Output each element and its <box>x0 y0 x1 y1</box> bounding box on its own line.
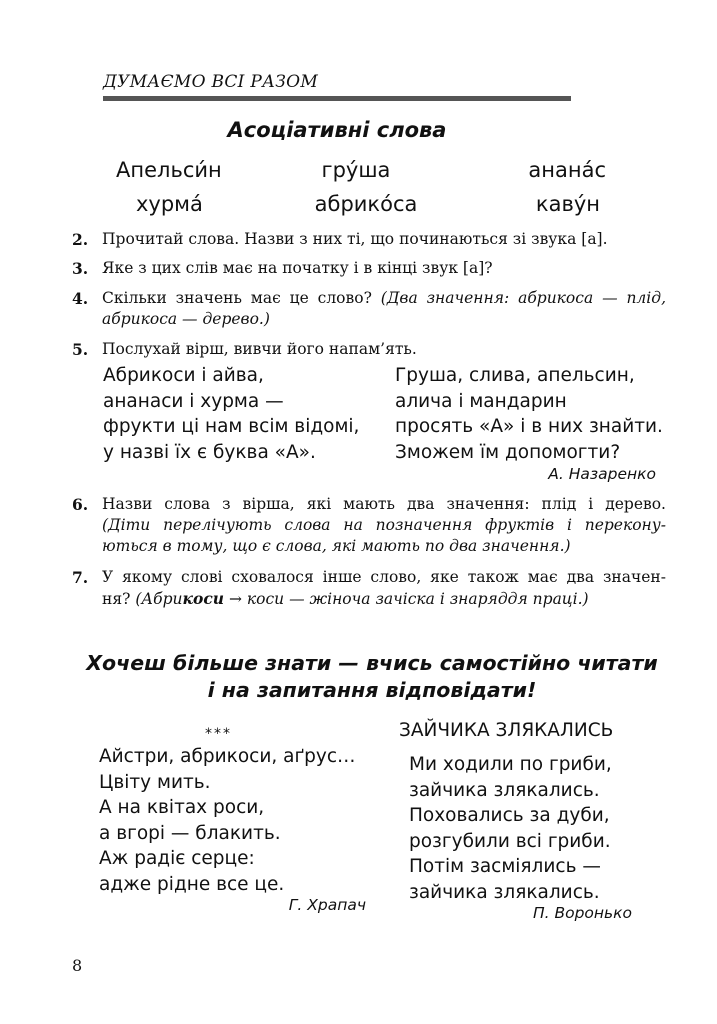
task-text: Послухай вірш, вивчи його напам’ять. <box>102 340 417 358</box>
poem-line: розгубили всі гриби. <box>409 830 611 852</box>
task-answer-note: (Два значення: абрикоса — плід, <box>380 289 667 307</box>
task-4 <box>72 288 672 332</box>
task-text: ня? <box>102 590 131 608</box>
poem-line: Цвіту мить. <box>99 771 211 793</box>
task-answer-note: ються в тому, що є слова, які мають по два значення.) <box>102 537 571 555</box>
header-rule <box>103 96 571 101</box>
word-abrykosa: абрико́са <box>314 192 418 216</box>
word-ananas: анана́с <box>528 158 606 182</box>
note-part: (Абри <box>135 590 183 608</box>
task-line <box>102 288 666 309</box>
poem-line: зайчика злякались. <box>409 881 600 903</box>
poem-line: Зможем їм допомогти? <box>395 441 621 463</box>
associative-words-title: Асоціативні слова <box>227 118 447 142</box>
poem-line: А на квітах роси, <box>99 797 265 818</box>
poem-line: адже рідне все це. <box>99 873 285 895</box>
task-number: 7. <box>72 568 89 587</box>
task-text: Скільки значень має це слово? <box>102 289 372 307</box>
task-number: 4. <box>72 289 89 308</box>
poem-line: Ми ходили по гриби, <box>409 754 612 775</box>
poem-line: фрукти ці нам всім відомі, <box>103 416 360 437</box>
note-highlight: коси <box>182 589 225 608</box>
title-line: і на запитання відповідати! <box>207 678 537 702</box>
task-number: 2. <box>72 230 89 249</box>
poem-line: зайчика злякались. <box>409 779 600 801</box>
title-line: Хочеш більше знати — вчись самостійно читати <box>86 651 658 675</box>
poem-author: П. Воронько <box>532 904 632 922</box>
task-3 <box>72 258 672 280</box>
poem-voronko <box>409 752 679 905</box>
poem-line: а вгорі — блакить. <box>99 822 281 844</box>
poem-left-stanza <box>103 363 393 465</box>
poem-stars: *** <box>205 726 232 742</box>
task-number: 6. <box>72 495 89 514</box>
task-line: У якому слові сховалося інше слово, яке також має два значен- <box>102 568 666 586</box>
poem-author: Г. Храпач <box>288 896 366 914</box>
task-5 <box>72 339 672 361</box>
section-header: ДУМАЄМО ВСІ РАЗОМ <box>103 72 319 92</box>
task-7 <box>72 567 672 611</box>
word-khurma: хурма́ <box>136 192 203 216</box>
poem-line: Абрикоси і айва, <box>103 365 264 386</box>
note-part: → коси — жіноча зачіска і знаряддя праці.) <box>229 590 589 608</box>
poem-line: просять «А» і в них знайти. <box>395 416 663 437</box>
task-text: Яке з цих слів має на початку і в кінці звук [а]? <box>102 259 493 277</box>
poem-line: Поховались за дуби, <box>409 805 610 826</box>
poem-line: алича і мандарин <box>395 390 567 412</box>
poem-line: Груша, слива, апельсин, <box>395 365 635 386</box>
poem-line: Айстри, абрикоси, аґрус… <box>99 746 356 767</box>
task-line <box>102 588 666 610</box>
word-grusha: гру́ша <box>321 158 391 182</box>
word-apelsyn: Апельси́н <box>116 158 222 182</box>
task-2 <box>72 229 672 251</box>
task-text: Прочитай слова. Назви з них ті, що починаються зі звука [а]. <box>102 230 608 248</box>
poem-line: Потім засміялись — <box>409 856 601 877</box>
task-line: Назви слова з вірша, які мають два значення: плід і дерево. <box>102 495 666 513</box>
poem-right-stanza <box>395 363 675 465</box>
poem-line: Аж радіє серце: <box>99 848 255 869</box>
poem-line: у назві їх є буква «А». <box>103 441 316 463</box>
poem-line: ананаси і хурма — <box>103 390 284 412</box>
reading-section-title <box>72 650 672 704</box>
word-kavun: каву́н <box>535 192 600 216</box>
task-answer-note <box>135 590 588 608</box>
task-number: 5. <box>72 340 89 359</box>
page-number: 8 <box>72 956 83 975</box>
task-6 <box>72 494 672 558</box>
task-number: 3. <box>72 259 89 278</box>
task-answer-note: абрикоса — дерево.) <box>102 310 270 328</box>
poem-author: А. Назаренко <box>548 465 656 483</box>
poem-khrapach <box>99 744 389 897</box>
task-answer-note: (Діти перелічують слова на позначення фруктів і перекону- <box>102 516 666 534</box>
poem-title: ЗАЙЧИКА ЗЛЯКАЛИСЬ <box>399 720 614 741</box>
